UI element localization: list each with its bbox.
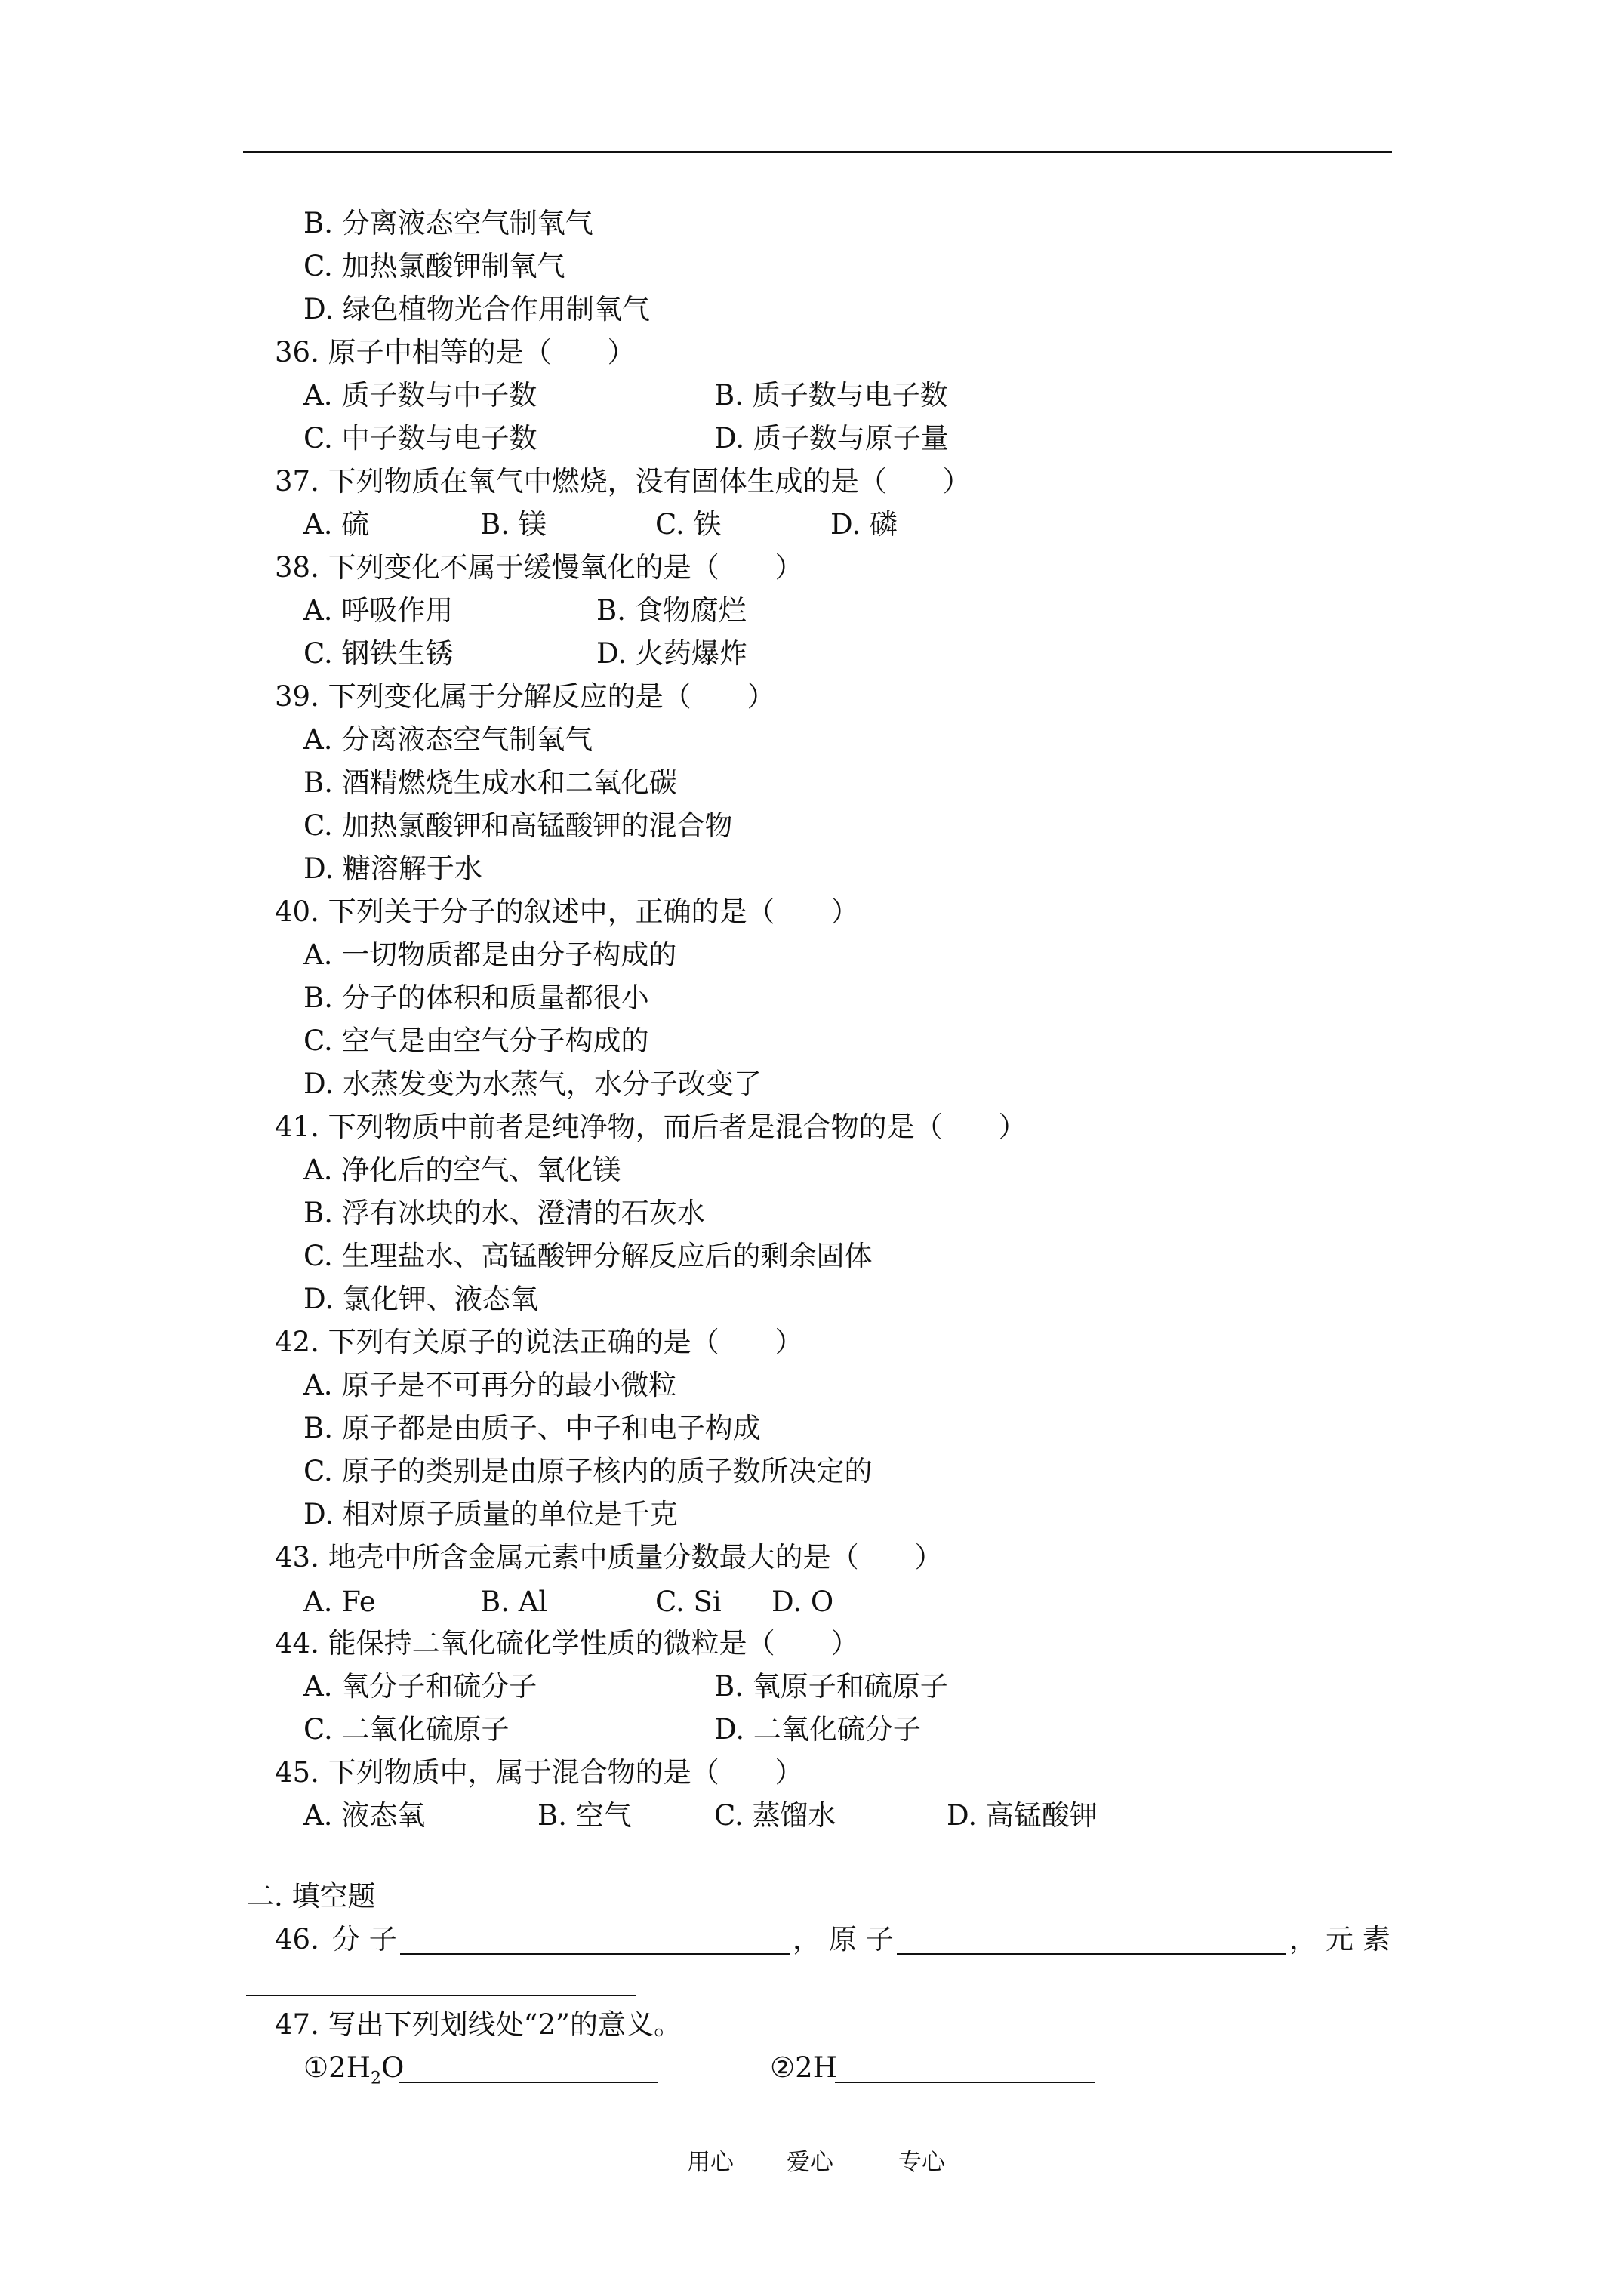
q35-option-c: C. 加热氯酸钾制氧气: [303, 250, 565, 282]
q36-stem: 36. 原子中相等的是（ ）: [275, 336, 636, 368]
q46-atom-label: 原 子: [829, 1923, 894, 1955]
q43-option-b: B. Al: [480, 1586, 548, 1618]
section2-title: 二. 填空题: [246, 1880, 376, 1912]
q39-stem: 39. 下列变化属于分解反应的是（ ）: [275, 680, 775, 713]
footer-text-2: 爱心: [787, 2149, 833, 2176]
q39-option-a: A. 分离液态空气制氧气: [303, 723, 593, 756]
q43-stem: 43. 地壳中所含金属元素中质量分数最大的是（ ）: [275, 1541, 943, 1573]
q38-option-a: A. 呼吸作用: [303, 594, 454, 627]
q35-option-b: B. 分离液态空气制氧气: [303, 207, 593, 239]
q42-option-d: D. 相对原子质量的单位是千克: [303, 1498, 678, 1530]
q37-option-d: D. 磷: [830, 508, 898, 541]
q41-option-b: B. 浮有冰块的水、澄清的石灰水: [303, 1197, 705, 1229]
q36-option-b: B. 质子数与电子数: [714, 379, 948, 411]
q47-item-1: [303, 2051, 404, 2095]
q44-option-a: A. 氧分子和硫分子: [303, 1670, 537, 1703]
q38-option-b: B. 食物腐烂: [596, 594, 747, 627]
q46-number: 46.: [275, 1923, 319, 1955]
q45-option-a: A. 液态氧: [303, 1799, 426, 1832]
q43-option-a: A. Fe: [303, 1586, 376, 1618]
q47-item-1-prefix: ①2H: [303, 2051, 371, 2084]
q38-stem: 38. 下列变化不属于缓慢氧化的是（ ）: [275, 551, 803, 584]
q37-option-c: C. 铁: [655, 508, 722, 541]
q42-option-b: B. 原子都是由质子、中子和电子构成: [303, 1412, 761, 1444]
q37-stem: 37. 下列物质在氧气中燃烧，没有固体生成的是（ ）: [275, 465, 971, 498]
q42-option-c: C. 原子的类别是由原子核内的质子数所决定的: [303, 1455, 873, 1487]
q47-item-2: ②2H: [770, 2051, 837, 2084]
q39-option-b: B. 酒精燃烧生成水和二氧化碳: [303, 766, 677, 799]
q40-option-b: B. 分子的体积和质量都很小: [303, 982, 649, 1014]
q41-option-c: C. 生理盐水、高锰酸钾分解反应后的剩余固体: [303, 1240, 873, 1272]
q44-option-b: B. 氧原子和硫原子: [714, 1670, 948, 1703]
q44-option-d: D. 二氧化硫分子: [714, 1713, 921, 1746]
q43-option-d: D. O: [771, 1586, 834, 1618]
q45-option-b: B. 空气: [537, 1799, 632, 1832]
q36-option-a: A. 质子数与中子数: [303, 379, 537, 411]
q46-molecule-label: 分 子: [332, 1923, 397, 1955]
q47-stem: 47. 写出下列划线处“2”的意义。: [275, 2008, 682, 2041]
q46-element-label: 元 素: [1326, 1923, 1390, 1955]
q47-item-1-subscript: 2: [370, 2069, 381, 2088]
q45-stem: 45. 下列物质中，属于混合物的是（ ）: [275, 1756, 803, 1789]
q35-option-d: D. 绿色植物光合作用制氧气: [303, 293, 650, 325]
q45-option-c: C. 蒸馏水: [714, 1799, 836, 1832]
q46-comma-2: ，: [1289, 1923, 1317, 1955]
header-rule: [243, 151, 1392, 153]
q39-option-d: D. 糖溶解于水: [303, 852, 482, 885]
q42-stem: 42. 下列有关原子的说法正确的是（ ）: [275, 1326, 803, 1358]
q41-stem: 41. 下列物质中前者是纯净物，而后者是混合物的是（ ）: [275, 1111, 1027, 1143]
q44-option-c: C. 二氧化硫原子: [303, 1713, 510, 1746]
q47-blank-2[interactable]: [835, 2054, 1095, 2083]
q45-option-d: D. 高锰酸钾: [947, 1799, 1098, 1832]
footer-text-1: 用心: [687, 2149, 734, 2176]
footer-text-3: 专心: [898, 2149, 945, 2176]
q37-option-a: A. 硫: [303, 508, 370, 541]
q40-option-c: C. 空气是由空气分子构成的: [303, 1025, 649, 1057]
q40-option-a: A. 一切物质都是由分子构成的: [303, 938, 677, 971]
q37-option-b: B. 镁: [480, 508, 547, 541]
q42-option-a: A. 原子是不可再分的最小微粒: [303, 1369, 677, 1401]
q40-option-d: D. 水蒸发变为水蒸气，水分子改变了: [303, 1068, 762, 1100]
q47-item-1-tail: O: [380, 2051, 405, 2084]
q46-blank-molecule[interactable]: [400, 1926, 790, 1955]
q36-option-c: C. 中子数与电子数: [303, 422, 537, 455]
q41-option-d: D. 氯化钾、液态氧: [303, 1283, 538, 1315]
q40-stem: 40. 下列关于分子的叙述中，正确的是（ ）: [275, 895, 859, 928]
q38-option-d: D. 火药爆炸: [596, 637, 747, 670]
q43-option-c: C. Si: [655, 1586, 722, 1618]
q38-option-c: C. 钢铁生锈: [303, 637, 454, 670]
q46-blank-atom[interactable]: [897, 1926, 1286, 1955]
q44-stem: 44. 能保持二氧化硫化学性质的微粒是（ ）: [275, 1627, 859, 1660]
q46-comma-1: ，: [793, 1923, 821, 1955]
q39-option-c: C. 加热氯酸钾和高锰酸钾的混合物: [303, 809, 733, 842]
q41-option-a: A. 净化后的空气、氧化镁: [303, 1154, 621, 1186]
q47-blank-1[interactable]: [399, 2054, 658, 2083]
q46-blank-element[interactable]: [246, 1968, 636, 1996]
q36-option-d: D. 质子数与原子量: [714, 422, 949, 455]
